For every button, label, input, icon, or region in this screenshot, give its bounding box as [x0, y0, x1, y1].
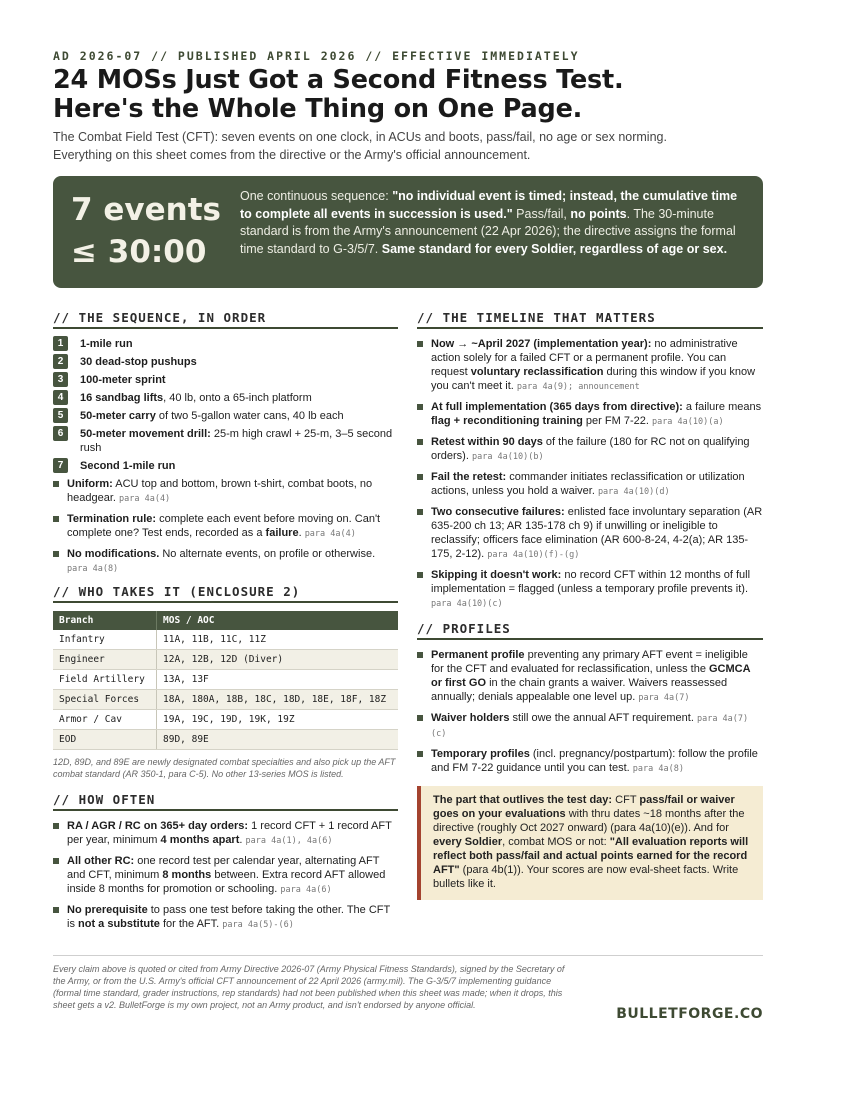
- note-text: complete each event before moving on. Can't complete one? Test ends, recorded as a: [67, 513, 381, 539]
- step-detail: , 40 lb, onto a 65-inch platform: [163, 392, 312, 404]
- right-column: [417, 310, 763, 900]
- callout-lead: The part that outlives the test day:: [433, 794, 613, 806]
- item-text: no record CFT within 12 months of full implementation = flagged (unless a temporary profile prevents it).: [431, 569, 751, 595]
- mos-cell: 11A, 11B, 11C, 11Z: [157, 630, 399, 650]
- table-note: 12D, 89D, and 89E are newly designated combat specialties and also pick up the AFT combat standard (AR 350-1, para C-5). No other 13-series MOS is listed.: [53, 757, 396, 779]
- footer-disclaimer: Every claim above is quoted or cited from Army Directive 2026-07 (Army Physical Fitness Standards), signed by the Secretary of the Army, or from the U.S. Army's official CFT announcement of 22 April 2026 (army.mil). The G-3/5/7 implementing guidance (formal time standard, grader instructions, rep standards) had not been published when this sheet was made; when it drops, this sheet gets a v2. BulletForge is my own project, not an Army product, and isn't endorsed by anyone official.: [53, 964, 565, 1010]
- hero-text: [240, 188, 750, 258]
- item-emphasis: voluntary reclassification: [470, 366, 604, 378]
- callout-text: , combat MOS or not:: [502, 836, 610, 848]
- mos-cell: 89D, 89E: [157, 730, 399, 750]
- item-text: between. Extra record AFT allowed inside 8 months for promotion or schooling.: [67, 869, 386, 895]
- citation: para 4a(8): [632, 764, 684, 774]
- citation: para 4a(4): [119, 494, 171, 504]
- step-number: 3: [53, 372, 68, 387]
- list-item: [417, 568, 763, 611]
- item-text: (incl. pregnancy/postpartum): follow the profile and FM 7-22 guidance until you can test.: [431, 748, 758, 774]
- item-text: commander initiates reclassification or utilization actions, unless you hold a waiver.: [431, 471, 745, 497]
- bullet-square-icon: [53, 907, 59, 913]
- item-label: Waiver holders: [431, 712, 510, 724]
- bullet-square-icon: [417, 341, 423, 347]
- note-label: No modifications.: [67, 548, 160, 560]
- item-label: Temporary profiles: [431, 748, 530, 760]
- bullet-square-icon: [417, 715, 423, 721]
- column-header-mos: MOS / AOC: [157, 611, 399, 630]
- citation: para 4a(10)(d): [597, 487, 670, 497]
- list-item: [417, 648, 763, 705]
- branch-cell: Armor / Cav: [53, 710, 157, 730]
- sequence-notes: [53, 477, 398, 576]
- hero-text-2: Pass/fail,: [512, 206, 571, 221]
- section-title-timeline: // THE TIMELINE THAT MATTERS: [417, 310, 763, 329]
- hero-time: ≤ 30:00: [71, 234, 207, 270]
- list-item: [417, 470, 763, 499]
- mos-cell: 13A, 13F: [157, 670, 399, 690]
- section-title-sequence: // THE SEQUENCE, IN ORDER: [53, 310, 398, 329]
- footer-divider: [53, 955, 763, 956]
- callout-text: CFT: [612, 794, 640, 806]
- bullet-square-icon: [417, 509, 423, 515]
- hero-quote: "no individual event is timed; instead, the cumulative time to complete all events in succession is used.": [240, 189, 738, 221]
- callout-emphasis: pass/fail or waiver goes on your evaluations: [433, 794, 735, 820]
- mos-cell: 19A, 19C, 19D, 19K, 19Z: [157, 710, 399, 730]
- list-item: [53, 903, 398, 932]
- table-row: [53, 650, 398, 670]
- table-header-row: [53, 611, 398, 630]
- item-text: in the chain grants a waiver. Waivers reassessed annually; denials appealable one level up.: [431, 677, 728, 703]
- callout-text: with thru dates ~18 months after the directive (roughly Oct 2027 onward) (para 4a(10)(e)). And for: [433, 808, 745, 834]
- step-number: 4: [53, 390, 68, 405]
- item-label: Permanent profile: [431, 649, 525, 661]
- eval-callout: [417, 786, 763, 900]
- hero-text-1: One continuous sequence:: [240, 189, 393, 203]
- item-text: preventing any primary AFT event = ineligible for the CFT and evaluated for reclassification, unless the: [431, 649, 748, 675]
- citation: para 4a(7)(c): [431, 714, 749, 739]
- bullet-square-icon: [417, 652, 423, 658]
- step-number: 1: [53, 336, 68, 351]
- step-label: 50-meter movement drill:: [80, 428, 211, 440]
- item-text: to pass one test before taking the other. The CFT is: [67, 904, 391, 930]
- list-item: [417, 337, 763, 394]
- profiles-list: [417, 648, 763, 776]
- item-text: a failure means: [682, 401, 762, 413]
- list-item: [417, 505, 763, 562]
- item-emphasis: GCMCA or first GO: [431, 663, 751, 689]
- item-label: At full implementation (365 days from directive):: [431, 401, 683, 413]
- list-item: [417, 711, 763, 741]
- section-title-profiles: // PROFILES: [417, 621, 763, 640]
- citation: para 4a(10)(b): [471, 452, 544, 462]
- section-title-who: // WHO TAKES IT (ENCLOSURE 2): [53, 584, 398, 603]
- bullet-square-icon: [53, 858, 59, 864]
- branch-cell: Engineer: [53, 650, 157, 670]
- dek: [53, 128, 753, 164]
- table-row: [53, 630, 398, 650]
- item-label: RA / AGR / RC on 365+ day orders:: [67, 820, 249, 832]
- step-label: 100-meter sprint: [80, 374, 166, 386]
- dek-line-2: Everything on this sheet comes from the directive or the Army's official announcement.: [53, 148, 531, 162]
- bullet-square-icon: [53, 516, 59, 522]
- sequence-step: [53, 337, 398, 351]
- hero-text-3: . The 30-minute standard is from the Army's announcement (22 Apr 2026); the directive assigns the formal time standard to G-3/5/7.: [240, 206, 736, 256]
- note-text: ACU top and bottom, brown t-shirt, combat boots, no headgear.: [67, 478, 373, 504]
- step-detail: of two 5-gallon water cans, 40 lb each: [155, 410, 344, 422]
- bullet-square-icon: [53, 551, 59, 557]
- item-text: still owe the annual AFT requirement.: [509, 712, 697, 724]
- list-item: [417, 747, 763, 776]
- step-label: 1-mile run: [80, 338, 133, 350]
- headline-line-1: 24 MOSs Just Got a Second Fitness Test.: [53, 65, 624, 95]
- item-label: All other RC:: [67, 855, 135, 867]
- item-emphasis: not a substitute: [78, 918, 160, 930]
- note-text: .: [298, 527, 305, 539]
- step-number: 7: [53, 458, 68, 473]
- item-text: no administrative action solely for a failed CFT or a permanent profile. You can request: [431, 338, 738, 378]
- hero-banner: [53, 176, 763, 288]
- bullet-square-icon: [417, 439, 423, 445]
- citation: para 4a(10)(a): [651, 417, 724, 427]
- list-item: [417, 400, 763, 429]
- item-text: during this window if you know you can't meet it.: [431, 366, 756, 392]
- note-item: [53, 547, 398, 576]
- citation: para 4a(5)-(6): [222, 920, 294, 930]
- list-item: [53, 819, 398, 848]
- section-title-how-often: // HOW OFTEN: [53, 792, 398, 811]
- step-label: 50-meter carry: [80, 410, 156, 422]
- item-label: Two consecutive failures:: [431, 506, 565, 518]
- item-text: for the AFT.: [159, 918, 223, 930]
- table-row: [53, 730, 398, 750]
- item-label: No prerequisite: [67, 904, 148, 916]
- callout-emphasis: every Soldier: [433, 836, 503, 848]
- citation: para 4a(6): [280, 885, 332, 895]
- headline-line-2: Here's the Whole Thing on One Page.: [53, 94, 583, 124]
- how-often-list: [53, 819, 398, 932]
- left-column: [53, 310, 398, 938]
- table-row: [53, 670, 398, 690]
- bullet-square-icon: [417, 751, 423, 757]
- list-item: [417, 435, 763, 464]
- step-label: 16 sandbag lifts: [80, 392, 164, 404]
- hero-events: 7 events: [71, 192, 221, 228]
- dek-line-1: The Combat Field Test (CFT): seven events on one clock, in ACUs and boots, pass/fail, no age or sex norming.: [53, 130, 667, 144]
- item-emphasis: 8 months: [162, 869, 212, 881]
- item-label: Fail the retest:: [431, 471, 507, 483]
- item-label: Retest within 90 days: [431, 436, 543, 448]
- note-text: No alternate events, on profile or otherwise.: [159, 548, 376, 560]
- brand-logo: BULLETFORGE.CO: [616, 1006, 763, 1022]
- note-label: Termination rule:: [67, 513, 157, 525]
- column-header-branch: Branch: [53, 611, 157, 630]
- table-row: [53, 710, 398, 730]
- bullet-square-icon: [53, 823, 59, 829]
- bullet-square-icon: [417, 404, 423, 410]
- item-text: per FM 7-22.: [582, 415, 652, 427]
- mos-table: [53, 611, 398, 750]
- mos-cell: 12A, 12B, 12D (Diver): [157, 650, 399, 670]
- mos-cell: 18A, 180A, 18B, 18C, 18D, 18E, 18F, 18Z: [157, 690, 399, 710]
- item-emphasis: flag + reconditioning training: [431, 415, 583, 427]
- sequence-step: [53, 373, 398, 387]
- sequence-step: [53, 391, 398, 405]
- sequence-step: [53, 355, 398, 369]
- sequence-list: [53, 337, 398, 473]
- sequence-step: [53, 459, 398, 473]
- bullet-square-icon: [417, 474, 423, 480]
- step-number: 2: [53, 354, 68, 369]
- step-label: Second 1-mile run: [80, 460, 176, 472]
- hero-same-standard: Same standard for every Soldier, regardless of age or sex.: [381, 241, 728, 256]
- table-row: [53, 690, 398, 710]
- item-text: enlisted face involuntary separation (AR 635-200 ch 13; AR 135-178 ch 9) if unwilling or ineligible to reclassify; officers face elimination (AR 600-8-24, 4-2(a); AR 135-175, 2-12).: [431, 506, 763, 560]
- bullet-square-icon: [53, 481, 59, 487]
- note-label: Uniform:: [67, 478, 113, 490]
- item-text: .: [239, 834, 246, 846]
- kicker: AD 2026-07 // PUBLISHED APRIL 2026 // EFFECTIVE IMMEDIATELY: [53, 49, 580, 63]
- citation: para 4a(9); announcement: [516, 382, 640, 392]
- branch-cell: Field Artillery: [53, 670, 157, 690]
- citation: para 4a(4): [304, 529, 356, 539]
- callout-text: (para 4b(1)). Your scores are now eval-sheet facts. Write bullets like it.: [433, 864, 739, 890]
- branch-cell: EOD: [53, 730, 157, 750]
- timeline-list: [417, 337, 763, 611]
- note-emphasis: failure: [265, 527, 299, 539]
- item-label: Now → ~April 2027 (implementation year):: [431, 338, 652, 350]
- citation: para 4a(10)(f)-(g): [487, 550, 580, 560]
- branch-cell: Infantry: [53, 630, 157, 650]
- branch-cell: Special Forces: [53, 690, 157, 710]
- step-number: 5: [53, 408, 68, 423]
- item-emphasis: 4 months apart: [160, 834, 240, 846]
- step-label: 30 dead-stop pushups: [80, 356, 197, 368]
- item-text: 1 record CFT + 1 record AFT per year, minimum: [67, 820, 392, 846]
- item-text: one record test per calendar year, alternating AFT and CFT, minimum: [67, 855, 380, 881]
- citation: para 4a(10)(c): [431, 599, 503, 609]
- citation: para 4a(7): [638, 693, 690, 703]
- sequence-step: [53, 409, 398, 423]
- bullet-square-icon: [417, 572, 423, 578]
- step-detail: 25-m high crawl + 25-m, 3–5 second rush: [80, 428, 393, 454]
- item-label: Skipping it doesn't work:: [431, 569, 562, 581]
- hero-no-points: no points: [570, 206, 627, 221]
- citation: para 4a(1), 4a(6): [245, 836, 333, 846]
- list-item: [53, 854, 398, 897]
- callout-quote: "All evaluation reports will reflect both pass/fail and actual points earned for the record AFT": [433, 836, 749, 876]
- note-item: [53, 512, 398, 541]
- note-item: [53, 477, 398, 506]
- item-text: of the failure (180 for RC not on qualifying orders).: [431, 436, 750, 462]
- step-number: 6: [53, 426, 68, 441]
- citation: para 4a(8): [67, 564, 119, 574]
- sequence-step: [53, 427, 398, 455]
- headline: [53, 66, 773, 124]
